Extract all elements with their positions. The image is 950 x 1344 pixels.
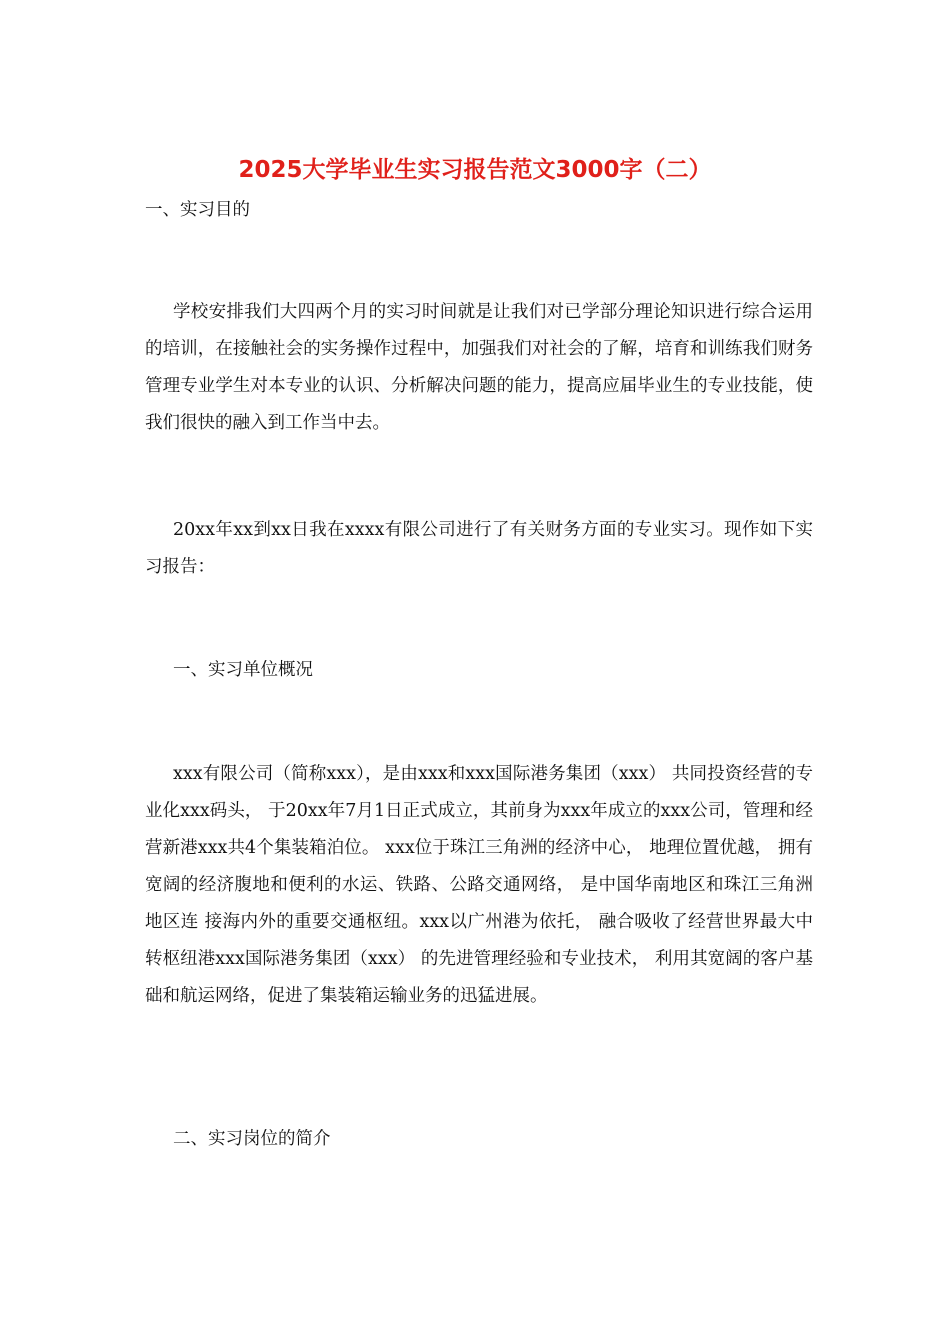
- paragraph-internship-intro: 20xx年xx到xx日我在xxxx有限公司进行了有关财务方面的专业实习。现作如下实习报告：: [145, 520, 813, 577]
- paragraph-internship-purpose: 学校安排我们大四两个月的实习时间就是让我们对已学部分理论知识进行综合运用的培训，在接触社会的实务操作过程中，加强我们对社会的了解，培育和训练我们财务管理专业学生对本专业的认识、分析解决问题的能力，提高应届毕业生的专业技能，使我们很快的融入到工作当中去。: [145, 302, 813, 433]
- section-heading-internship-purpose: 一、实习目的: [145, 200, 250, 220]
- section-heading-unit-overview: 一、实习单位概况: [173, 660, 313, 680]
- section-heading-position-intro: 二、实习岗位的简介: [173, 1129, 331, 1149]
- document-title: 2025大学毕业生实习报告范文3000字（二）: [238, 157, 712, 183]
- paragraph-unit-overview: xxx有限公司（简称xxx），是由xxx和xxx国际港务集团（xxx） 共同投资经营的专业化xxx码头， 于20xx年7月1日正式成立，其前身为xxx年成立的xxx公司，管理和经营新港xxx共4个集装箱泊位。 xxx位于珠江三角洲的经济中心， 地理位置优越， 拥有宽阔的经济腹地和便利的水运、铁路、公路交通网络， 是中国华南地区和珠江三角洲地区连 接海内外的重要交通枢纽。xxx以广州港为依托， 融合吸收了经营世界最大中转枢纽港xxx国际港务集团（xxx） 的先进管理经验和专业技术， 利用其宽阔的客户基础和航运网络，促进了集装箱运输业务的迅猛进展。: [145, 764, 813, 1006]
